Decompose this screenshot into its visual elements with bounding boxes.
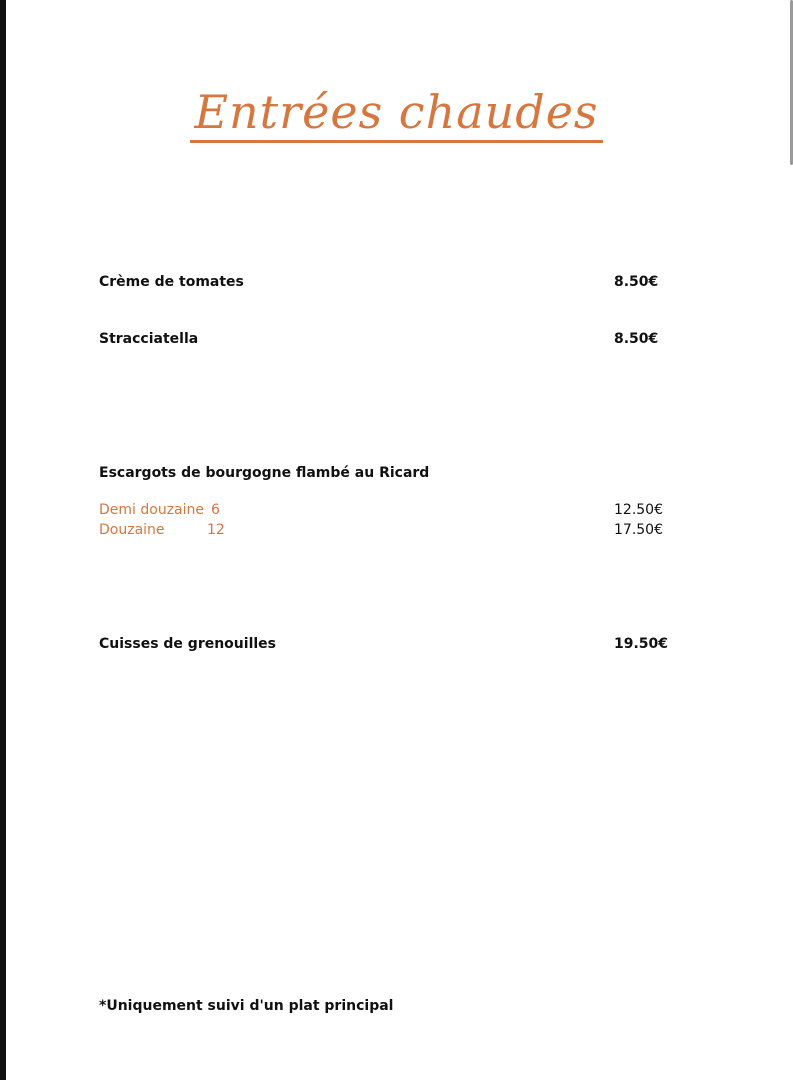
option-price: 12.50€ <box>614 502 663 518</box>
option-label: Douzaine <box>99 522 165 538</box>
escargot-option-label <box>99 521 225 539</box>
menu-item-price: 19.50€ <box>614 636 669 652</box>
escargot-option-label <box>99 501 220 519</box>
option-label: Demi douzaine <box>99 502 204 518</box>
menu-item-price: 8.50€ <box>614 331 659 347</box>
option-price: 17.50€ <box>614 522 663 538</box>
page-title <box>0 84 793 143</box>
menu-item-name: Stracciatella <box>99 331 199 347</box>
option-quantity: 6 <box>211 502 220 518</box>
menu-item-price: 8.50€ <box>614 274 659 290</box>
menu-item-name: Crème de tomates <box>99 274 244 290</box>
option-quantity: 12 <box>207 522 225 538</box>
menu-item-name: Escargots de bourgogne flambé au Ricard <box>99 465 430 481</box>
footnote: *Uniquement suivi d'un plat principal <box>99 998 394 1014</box>
page-title-text: Entrées chaudes <box>190 84 602 143</box>
left-edge-bar <box>0 0 6 1080</box>
menu-item-name: Cuisses de grenouilles <box>99 636 276 652</box>
